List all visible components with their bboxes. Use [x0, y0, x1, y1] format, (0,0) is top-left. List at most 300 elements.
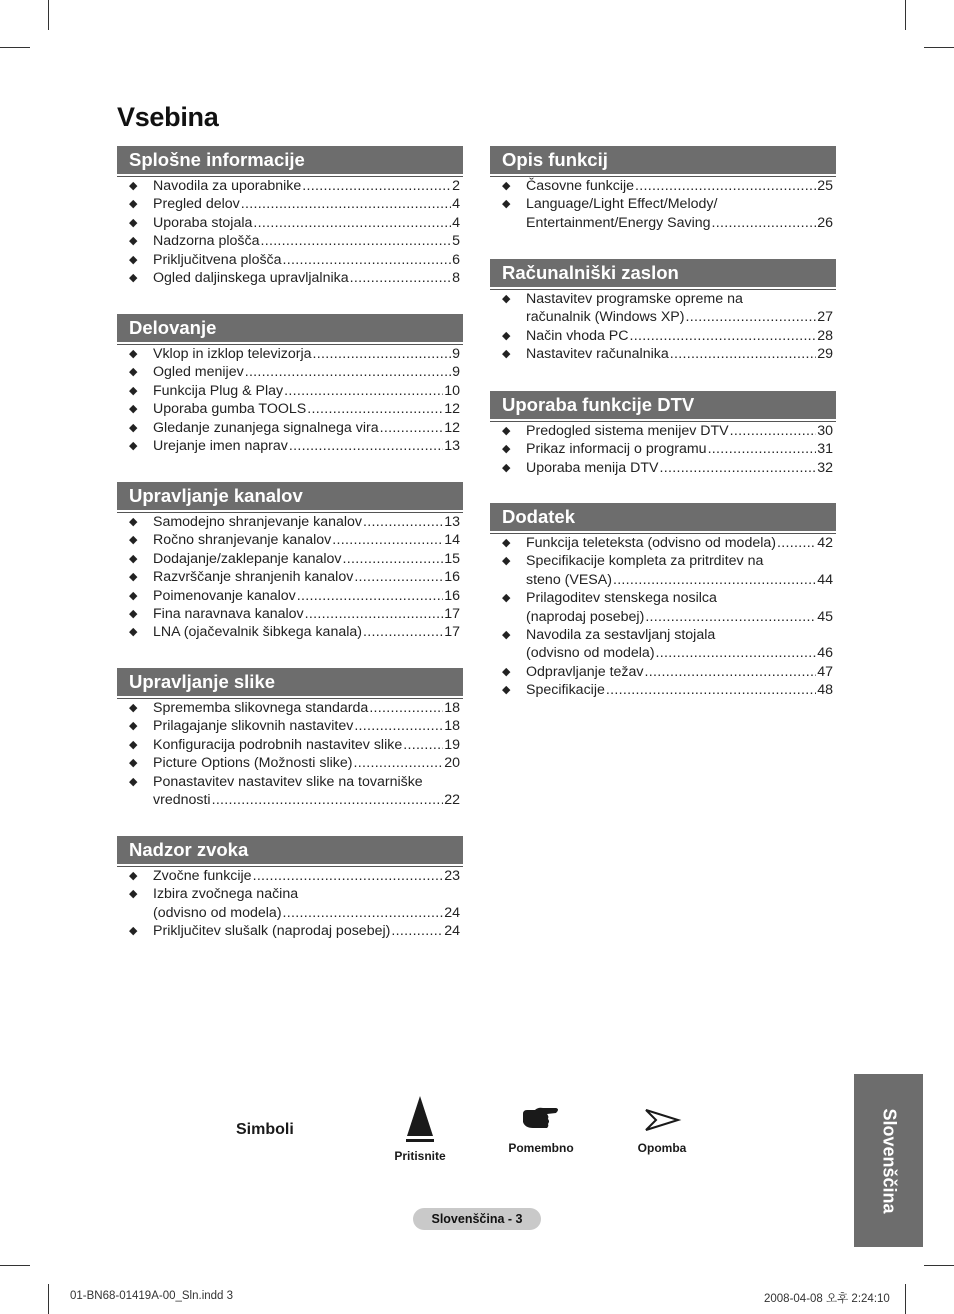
toc-entry-line	[153, 363, 460, 381]
toc-entry-line	[153, 382, 460, 400]
dot-leader	[297, 587, 443, 605]
toc-page-number: 2	[452, 178, 460, 194]
toc-entry-text: Language/Light Effect/Melody/	[526, 196, 718, 213]
toc-entry-line	[153, 736, 460, 754]
diamond-bullet-icon: ◆	[129, 589, 138, 602]
toc-entry	[490, 459, 836, 477]
diamond-bullet-icon: ◆	[129, 702, 138, 714]
dot-leader	[630, 327, 817, 345]
toc-entry-text: Poimenovanje kanalov	[153, 587, 296, 604]
toc-page-number: 17	[444, 606, 460, 623]
section-header: Upravljanje kanalov	[117, 482, 463, 510]
diamond-bullet-icon: ◆	[502, 348, 511, 361]
toc-entry-line	[153, 550, 460, 568]
diamond-bullet-icon: ◆	[129, 516, 138, 528]
dot-leader	[307, 400, 443, 418]
toc-entry	[490, 534, 836, 552]
symbol-important	[498, 1104, 584, 1155]
diamond-bullet-icon: ◆	[129, 552, 138, 565]
toc-section	[117, 146, 463, 287]
toc-entry-text: Ročno shranjevanje kanalov	[153, 532, 332, 549]
toc-page-number: 13	[444, 514, 460, 530]
toc-entry-line	[153, 195, 460, 213]
toc-list	[490, 290, 836, 364]
toc-entry-line	[526, 571, 833, 589]
toc-entry-text: Nadzorna plošča	[153, 233, 260, 250]
diamond-bullet-icon: ◆	[129, 608, 138, 621]
crop-mark	[48, 1284, 49, 1314]
toc-section	[117, 314, 463, 455]
toc-page-number: 5	[452, 233, 460, 250]
toc-entry-text: (odvisno od modela)	[153, 904, 282, 921]
toc-entry-line	[526, 177, 833, 195]
diamond-bullet-icon: ◆	[129, 348, 138, 360]
toc-page-number: 46	[817, 645, 833, 662]
toc-entry-line	[526, 308, 833, 326]
toc-entry-text: Uporaba gumba TOOLS	[153, 401, 307, 418]
diamond-bullet-icon: ◆	[502, 425, 511, 437]
toc-entry	[117, 754, 463, 772]
dot-leader	[712, 214, 817, 232]
dot-leader	[289, 437, 443, 455]
dot-leader	[645, 608, 816, 626]
toc-list	[117, 699, 463, 809]
toc-entry	[117, 269, 463, 287]
toc-entry-text: Časovne funkcije	[526, 178, 635, 194]
toc-page-number: 4	[452, 214, 460, 231]
toc-list	[117, 177, 463, 287]
toc-section	[490, 259, 836, 364]
page-title: Vsebina	[117, 102, 219, 132]
toc-entry-line	[153, 214, 460, 232]
section-header: Opis funkcij	[490, 146, 836, 174]
diamond-bullet-icon: ◆	[502, 461, 511, 474]
toc-page-number: 29	[817, 346, 833, 363]
toc-entry-line	[153, 531, 460, 549]
toc-entry-text: Specifikacije kompleta za pritrditev na	[526, 553, 764, 570]
toc-entry	[117, 513, 463, 531]
toc-entry-line	[526, 663, 833, 681]
toc-section	[490, 503, 836, 700]
section-header: Delovanje	[117, 314, 463, 342]
diamond-bullet-icon: ◆	[502, 592, 511, 605]
diamond-bullet-icon: ◆	[502, 443, 511, 456]
toc-entry-text: Funkcija teleteksta (odvisno od modela)	[526, 535, 776, 551]
toc-page-number: 18	[444, 700, 460, 716]
toc-entry-text: Prilagajanje slikovnih nastavitev	[153, 718, 354, 735]
diamond-bullet-icon: ◆	[129, 216, 138, 229]
toc-entry-line	[526, 644, 833, 662]
crop-mark	[48, 0, 49, 30]
toc-section	[117, 668, 463, 809]
dot-leader	[708, 440, 817, 458]
toc-page-number: 28	[817, 327, 833, 344]
toc-entry-line	[153, 867, 460, 885]
toc-entry	[117, 773, 463, 810]
crop-mark	[0, 1265, 30, 1266]
toc-page-number: 32	[817, 459, 833, 476]
toc-entry-line	[153, 269, 460, 287]
toc-entry-text: Prilagoditev stenskega nosilca	[526, 590, 717, 607]
toc-page-number: 9	[452, 346, 460, 362]
toc-entry-text: Ponastavitev nastavitev slike na tovarniške	[153, 773, 423, 790]
toc-page-number: 22	[444, 792, 460, 809]
diamond-bullet-icon: ◆	[129, 366, 138, 379]
toc-entry	[117, 623, 463, 641]
toc-entry-text: Ogled daljinskega upravljalnika	[153, 270, 349, 287]
dot-leader	[670, 345, 816, 363]
toc-entry	[117, 232, 463, 250]
toc-list	[117, 867, 463, 941]
diamond-bullet-icon: ◆	[129, 757, 138, 770]
toc-entry	[117, 568, 463, 586]
toc-page-number: 12	[444, 401, 460, 418]
diamond-bullet-icon: ◆	[502, 198, 511, 211]
toc-entry-text: Odpravljanje težav	[526, 663, 644, 680]
diamond-bullet-icon: ◆	[502, 180, 511, 192]
dot-leader	[354, 717, 443, 735]
toc-page-number: 19	[444, 736, 460, 753]
toc-page-number: 31	[817, 441, 833, 458]
toc-entry-text: Fina naravnava kanalov	[153, 606, 304, 623]
toc-entry	[117, 736, 463, 754]
toc-entry	[117, 363, 463, 381]
toc-entry-line	[153, 922, 460, 940]
toc-entry-line	[153, 513, 460, 531]
toc-entry-text: Uporaba stojala	[153, 214, 253, 231]
diamond-bullet-icon: ◆	[129, 253, 138, 266]
dot-leader	[260, 232, 451, 250]
dot-leader	[245, 363, 451, 381]
dot-leader	[369, 699, 443, 717]
toc-entry-text: Način vhoda PC	[526, 327, 629, 344]
toc-entry-text: Pregled delov	[153, 196, 240, 213]
dot-leader	[350, 269, 452, 287]
toc-page-number: 17	[444, 624, 460, 641]
toc-page-number: 23	[444, 868, 460, 884]
toc-entry-text: Priključitev slušalk (naprodaj posebej)	[153, 923, 391, 940]
diamond-bullet-icon: ◆	[502, 537, 511, 549]
toc-entry-line	[153, 437, 460, 455]
toc-entry-text: Picture Options (Možnosti slike)	[153, 755, 353, 772]
toc-entry-text: (odvisno od modela)	[526, 645, 655, 662]
toc-entry	[117, 587, 463, 605]
diamond-bullet-icon: ◆	[502, 684, 511, 697]
toc-entry-text: Specifikacije	[526, 682, 605, 699]
toc-entry-line	[526, 608, 833, 626]
toc-entry	[117, 699, 463, 717]
arrowhead-icon	[642, 1104, 682, 1136]
diamond-bullet-icon: ◆	[129, 403, 138, 416]
toc-entry-line	[526, 327, 833, 345]
section-header: Upravljanje slike	[117, 668, 463, 696]
toc-entry-line	[526, 290, 833, 308]
toc-page-number: 14	[444, 532, 460, 549]
toc-page-number: 12	[444, 419, 460, 436]
toc-list	[490, 177, 836, 232]
toc-entry-line	[153, 699, 460, 717]
toc-page-number: 6	[452, 251, 460, 268]
toc-section	[490, 146, 836, 232]
dot-leader	[606, 681, 816, 699]
symbol-note-caption: Opomba	[637, 1141, 687, 1155]
toc-entry-line	[153, 419, 460, 437]
toc-entry	[117, 214, 463, 232]
toc-page-number: 26	[817, 214, 833, 231]
symbols-label: Simboli	[236, 1121, 294, 1138]
diamond-bullet-icon: ◆	[502, 629, 511, 642]
dot-leader	[685, 308, 816, 326]
toc-page-number: 15	[444, 550, 460, 567]
toc-entry	[117, 195, 463, 213]
footer-file-name: 01-BN68-01419A-00_Sln.indd 3	[70, 1290, 234, 1302]
toc-entry-text: Sprememba slikovnega standarda	[153, 700, 369, 716]
toc-page-number: 16	[444, 587, 460, 604]
crop-mark	[0, 47, 30, 48]
toc-entry-line	[526, 345, 833, 363]
diamond-bullet-icon: ◆	[502, 293, 511, 305]
dot-leader	[283, 251, 452, 269]
toc-entry-text: Zvočne funkcije	[153, 868, 252, 884]
diamond-bullet-icon: ◆	[129, 534, 138, 547]
toc-entry-text: računalnik (Windows XP)	[526, 309, 685, 326]
toc-entry-text: Nastavitev programske opreme na	[526, 291, 743, 307]
pointing-hand-icon	[521, 1104, 561, 1136]
symbol-press-caption: Pritisnite	[394, 1149, 446, 1163]
crop-mark	[905, 1284, 906, 1314]
toc-section	[117, 482, 463, 642]
dot-leader	[212, 791, 444, 809]
section-header: Uporaba funkcije DTV	[490, 391, 836, 419]
toc-list	[490, 534, 836, 700]
toc-entry-text: LNA (ojačevalnik šibkega kanala)	[153, 624, 362, 641]
toc-entry-text: Navodila za uporabnike	[153, 178, 302, 194]
dot-leader	[284, 382, 443, 400]
toc-entry-text: vrednosti	[153, 792, 211, 809]
toc-entry-line	[153, 568, 460, 586]
toc-entry	[117, 550, 463, 568]
toc-entry	[490, 663, 836, 681]
dot-leader	[391, 922, 443, 940]
dot-leader	[354, 568, 443, 586]
toc-entry-line	[153, 754, 460, 772]
diamond-bullet-icon: ◆	[129, 272, 138, 285]
toc-entry	[490, 177, 836, 195]
dot-leader	[656, 644, 817, 662]
diamond-bullet-icon: ◆	[129, 440, 138, 453]
toc-page-number: 45	[817, 608, 833, 625]
toc-entry-line	[153, 232, 460, 250]
crop-mark	[924, 1265, 954, 1266]
language-side-tab	[854, 1074, 923, 1247]
toc-entry	[490, 327, 836, 345]
dot-leader	[241, 195, 451, 213]
toc-page-number: 20	[444, 755, 460, 772]
dot-leader	[343, 550, 444, 568]
toc-entry-text: steno (VESA)	[526, 571, 612, 588]
toc-entry	[117, 382, 463, 400]
dot-leader	[283, 904, 444, 922]
toc-list	[117, 345, 463, 455]
page-number-badge: Slovenščina - 3	[413, 1208, 541, 1230]
toc-entry-text: Nastavitev računalnika	[526, 346, 669, 363]
dot-leader	[730, 422, 817, 440]
press-icon	[400, 1094, 440, 1144]
toc-page-number: 30	[817, 423, 833, 439]
diamond-bullet-icon: ◆	[129, 626, 138, 639]
diamond-bullet-icon: ◆	[129, 384, 138, 397]
toc-entry-line	[526, 681, 833, 699]
language-side-tab-label: Slovenščina	[879, 1107, 899, 1214]
toc-entry-line	[153, 623, 460, 641]
toc-page-number: 25	[817, 178, 833, 194]
toc-page-number: 24	[444, 923, 460, 940]
toc-entry	[117, 885, 463, 922]
toc-entry	[490, 290, 836, 327]
toc-entry-text: Entertainment/Energy Saving	[526, 214, 711, 231]
footer-timestamp: 2008-04-08 오후 2:24:10	[764, 1293, 890, 1305]
toc-entry	[117, 419, 463, 437]
toc-section	[117, 836, 463, 941]
toc-entry	[117, 437, 463, 455]
toc-entry-line	[153, 605, 460, 623]
diamond-bullet-icon: ◆	[129, 235, 138, 248]
crop-mark	[905, 0, 906, 30]
toc-page-number: 13	[444, 438, 460, 455]
toc-entry-line	[153, 587, 460, 605]
diamond-bullet-icon: ◆	[129, 925, 138, 938]
toc-entry-text: Dodajanje/zaklepanje kanalov	[153, 550, 342, 567]
toc-entry	[490, 552, 836, 589]
toc-entry-line	[526, 626, 833, 644]
toc-entry	[490, 422, 836, 440]
crop-mark	[924, 47, 954, 48]
symbol-important-caption: Pomembno	[508, 1141, 574, 1155]
dot-leader	[302, 177, 451, 195]
toc-page-number: 24	[444, 904, 460, 921]
dot-leader	[659, 459, 816, 477]
section-header: Računalniški zaslon	[490, 259, 836, 287]
toc-entry-line	[526, 214, 833, 232]
toc-entry	[490, 195, 836, 232]
toc-entry-line	[153, 345, 460, 363]
toc-entry	[117, 867, 463, 885]
diamond-bullet-icon: ◆	[129, 870, 138, 882]
dot-leader	[305, 605, 444, 623]
toc-entry	[117, 345, 463, 363]
toc-entry	[490, 345, 836, 363]
diamond-bullet-icon: ◆	[129, 421, 138, 434]
toc-entry-line	[153, 251, 460, 269]
toc-entry	[490, 626, 836, 663]
section-header: Splošne informacije	[117, 146, 463, 174]
toc-page-number: 9	[452, 364, 460, 381]
toc-list	[490, 422, 836, 477]
toc-entry-line	[526, 195, 833, 213]
toc-entry-text: Priključitvena plošča	[153, 251, 282, 268]
toc-entry-text: Izbira zvočnega načina	[153, 886, 299, 903]
diamond-bullet-icon: ◆	[502, 329, 511, 342]
diamond-bullet-icon: ◆	[129, 738, 138, 751]
toc-entry-text: (naprodaj posebej)	[526, 608, 645, 625]
toc-entry-text: Urejanje imen naprav	[153, 438, 288, 455]
toc-entry-text: Funkcija Plug & Play	[153, 382, 284, 399]
toc-entry	[117, 251, 463, 269]
toc-entry-line	[526, 459, 833, 477]
toc-entry-line	[153, 773, 460, 791]
toc-page-number: 44	[817, 571, 833, 588]
toc-entry-text: Samodejno shranjevanje kanalov	[153, 514, 363, 530]
toc-entry	[117, 605, 463, 623]
toc-entry-line	[526, 440, 833, 458]
toc-page-number: 48	[817, 682, 833, 699]
toc-entry-text: Uporaba menija DTV	[526, 459, 659, 476]
toc-entry	[490, 589, 836, 626]
diamond-bullet-icon: ◆	[129, 775, 138, 788]
diamond-bullet-icon: ◆	[129, 180, 138, 192]
toc-entry-text: Vklop in izklop televizorja	[153, 346, 312, 362]
diamond-bullet-icon: ◆	[129, 720, 138, 733]
toc-entry-text: Gledanje zunanjega signalnega vira	[153, 419, 379, 436]
toc-entry	[490, 440, 836, 458]
toc-page-number: 4	[452, 196, 460, 213]
dot-leader	[353, 754, 443, 772]
toc-list	[117, 513, 463, 642]
toc-entry-line	[153, 791, 460, 809]
toc-entry-text: Razvrščanje shranjenih kanalov	[153, 569, 354, 586]
toc-entry-line	[526, 589, 833, 607]
toc-entry	[490, 681, 836, 699]
dot-leader	[777, 534, 816, 552]
diamond-bullet-icon: ◆	[129, 888, 138, 901]
dot-leader	[253, 867, 444, 885]
dot-leader	[645, 663, 817, 681]
section-header: Dodatek	[490, 503, 836, 531]
toc-entry-line	[526, 552, 833, 570]
dot-leader	[613, 571, 816, 589]
dot-leader	[313, 345, 452, 363]
toc-entry	[117, 400, 463, 418]
toc-entry-line	[153, 400, 460, 418]
toc-entry-line	[153, 904, 460, 922]
toc-page-number: 27	[817, 309, 833, 326]
toc-entry-line	[153, 885, 460, 903]
dot-leader	[363, 513, 443, 531]
dot-leader	[253, 214, 451, 232]
diamond-bullet-icon: ◆	[502, 555, 511, 568]
toc-entry	[117, 922, 463, 940]
toc-entry-line	[526, 534, 833, 552]
symbol-note	[628, 1104, 696, 1155]
section-header: Nadzor zvoka	[117, 836, 463, 864]
diamond-bullet-icon: ◆	[502, 665, 511, 678]
toc-section	[490, 391, 836, 477]
toc-entry-text: Konfiguracija podrobnih nastavitev slike	[153, 736, 403, 753]
toc-page-number: 47	[817, 663, 833, 680]
toc-page-number: 10	[444, 382, 460, 399]
toc-page-number: 8	[452, 270, 460, 287]
dot-leader	[403, 736, 443, 754]
diamond-bullet-icon: ◆	[129, 571, 138, 584]
dot-leader	[635, 177, 816, 195]
dot-leader	[332, 531, 443, 549]
toc-page-number: 16	[444, 569, 460, 586]
toc-entry-line	[153, 717, 460, 735]
symbol-press	[388, 1094, 452, 1163]
dot-leader	[363, 623, 443, 641]
toc-page-number: 18	[444, 718, 460, 735]
dot-leader	[380, 419, 444, 437]
